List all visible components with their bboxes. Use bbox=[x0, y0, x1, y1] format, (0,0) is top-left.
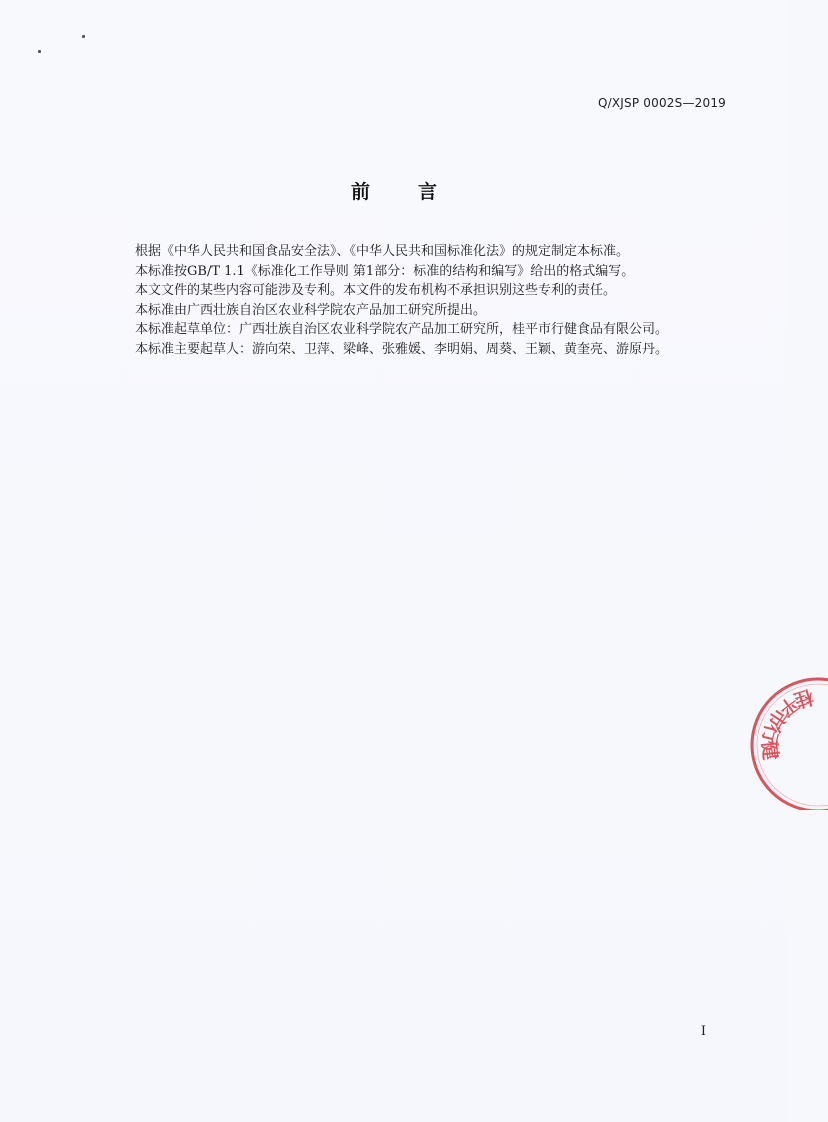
page-title bbox=[0, 177, 788, 204]
paragraph: 本文文件的某些内容可能涉及专利。本文件的发布机构不承担识别这些专利的责任。 bbox=[135, 283, 617, 298]
page-number: I bbox=[700, 1024, 706, 1039]
scan-speck bbox=[82, 35, 85, 38]
svg-text:桂平市行健: 桂平市行健 bbox=[757, 684, 816, 762]
paragraph: 本标准起草单位：广西壮族自治区农业科学院农产品加工研究所，桂平市行健食品有限公司。 bbox=[135, 322, 669, 337]
standard-code: Q/XJSP 0002S—2019 bbox=[597, 96, 726, 110]
company-seal-stamp bbox=[748, 670, 828, 810]
paragraph: 根据《中华人民共和国食品安全法》、《中华人民共和国标准化法》的规定制定本标准。 bbox=[135, 244, 630, 259]
scan-speck bbox=[38, 50, 41, 53]
foreword-body bbox=[135, 242, 715, 359]
title-char-2: 言 bbox=[418, 181, 438, 203]
title-char-1: 前 bbox=[350, 181, 370, 203]
paragraph: 本标准主要起草人：游向荣、卫萍、梁峰、张雅媛、李明娟、周葵、王颖、黄奎亮、游原丹。 bbox=[135, 341, 669, 357]
paragraph: 本标准按GB/T 1.1《标准化工作导则 第1部分：标准的结构和编写》给出的格式编写。 bbox=[135, 263, 635, 279]
paragraph: 本标准由广西壮族自治区农业科学院农产品加工研究所提出。 bbox=[135, 302, 487, 318]
